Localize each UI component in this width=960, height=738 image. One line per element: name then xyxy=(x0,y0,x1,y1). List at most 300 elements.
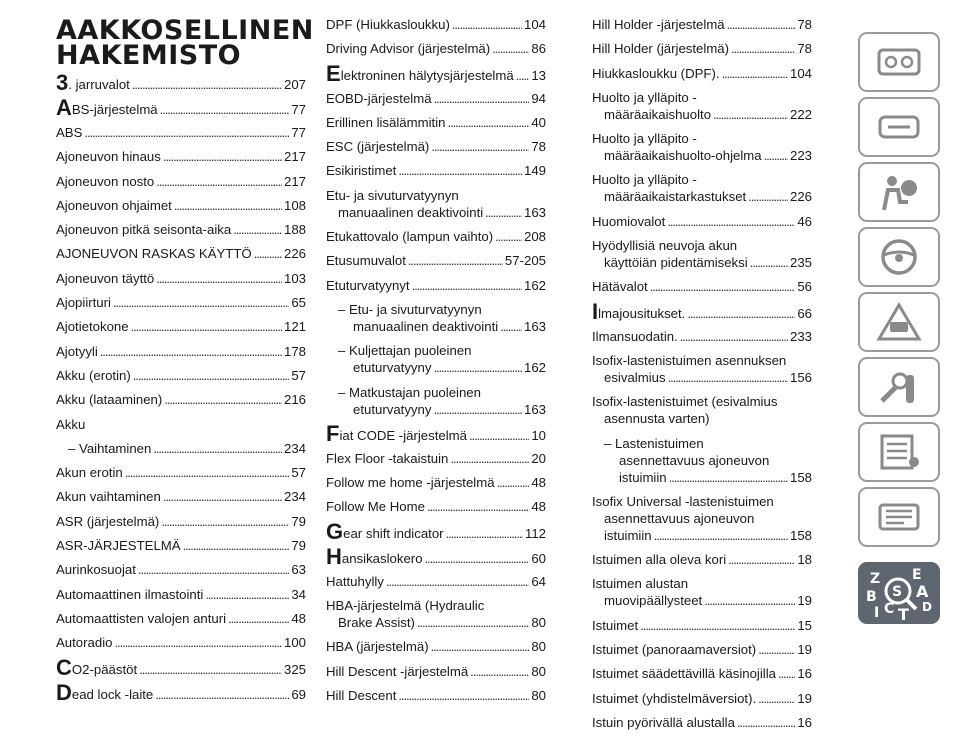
index-entry[interactable] xyxy=(326,543,546,569)
index-entry[interactable] xyxy=(56,513,306,530)
entry-row xyxy=(56,318,306,335)
leader-dots xyxy=(500,318,522,335)
leader-dots xyxy=(156,270,282,287)
entry-row xyxy=(326,252,546,269)
index-entry[interactable] xyxy=(326,228,546,245)
index-entry[interactable] xyxy=(592,493,812,544)
index-entry[interactable] xyxy=(56,173,306,190)
entry-row xyxy=(56,197,306,214)
index-entry[interactable] xyxy=(56,95,306,120)
entry-text-rest: lmajousitukset. xyxy=(598,305,686,321)
entry-text xyxy=(56,679,154,705)
page-number: 163 xyxy=(523,318,546,334)
entry-row xyxy=(56,464,306,481)
entry-row xyxy=(326,687,546,704)
index-entry[interactable] xyxy=(326,90,546,107)
entry-row xyxy=(56,367,306,384)
leader-dots xyxy=(139,661,282,678)
entry-row xyxy=(326,16,546,33)
entry-text: – Lastenistuimen xyxy=(604,435,704,451)
entry-text: Istuimen alla oleva kori xyxy=(592,552,727,568)
entry-row xyxy=(326,518,546,544)
index-entry[interactable] xyxy=(56,391,306,408)
leader-dots xyxy=(113,294,289,311)
entry-text: Hiukkasloukku (DPF). xyxy=(592,65,720,81)
index-entry[interactable] xyxy=(326,252,546,269)
tab-dashboard[interactable] xyxy=(858,32,940,92)
service-tools-icon xyxy=(876,367,922,407)
entry-text-rest: O2-päästöt xyxy=(71,661,138,677)
leader-dots xyxy=(433,359,522,376)
entry-row xyxy=(326,498,546,515)
leader-dots xyxy=(412,277,522,294)
entry-row xyxy=(326,401,546,418)
entry-text: Hyödyllisiä neuvoja akun xyxy=(592,238,738,254)
section-initial: F xyxy=(326,420,340,446)
entry-text: Akku (lataaminen) xyxy=(56,392,163,408)
page-number: 16 xyxy=(797,714,812,730)
page-number: 233 xyxy=(789,328,812,344)
entry-text-rest: lektroninen hälytysjärjestelmä xyxy=(340,67,514,83)
leader-dots xyxy=(470,663,529,680)
entry-row xyxy=(326,450,546,467)
entry-row xyxy=(592,40,812,57)
page-number: 78 xyxy=(797,41,812,57)
entry-text-continued: asennettavuus ajoneuvon xyxy=(619,452,770,468)
index-entry[interactable] xyxy=(326,138,546,155)
entry-text: Istuimet (panoraamaversiot) xyxy=(592,642,757,658)
index-entry[interactable] xyxy=(592,40,812,57)
leader-dots xyxy=(163,488,282,505)
entry-text-continued: määräaikaishuolto xyxy=(604,106,712,122)
entry-text: Akku xyxy=(56,416,86,432)
index-entry[interactable] xyxy=(56,70,306,95)
index-entry[interactable] xyxy=(326,597,546,631)
page-number: 15 xyxy=(797,617,812,633)
entry-text xyxy=(326,543,423,569)
leader-dots xyxy=(427,498,529,515)
entry-row xyxy=(592,147,812,164)
entry-text-continued: asennusta varten) xyxy=(604,411,710,427)
entry-row xyxy=(56,270,306,287)
tab-alphabetical-index[interactable] xyxy=(858,562,940,624)
index-entry[interactable] xyxy=(56,221,306,238)
page-number: 19 xyxy=(797,642,812,658)
index-entry[interactable] xyxy=(326,40,546,57)
index-entry[interactable] xyxy=(592,171,812,205)
svg-text:S: S xyxy=(892,584,903,600)
steering-wheel-icon xyxy=(876,237,922,277)
entry-text xyxy=(56,654,138,680)
airbag-safety-icon xyxy=(876,172,922,212)
entry-row xyxy=(592,410,812,427)
index-entry[interactable] xyxy=(592,278,812,295)
entry-text: Isofix-lastenistuimen asennuksen xyxy=(592,352,787,368)
leader-dots xyxy=(764,147,788,164)
entry-text-rest: ear shift indicator xyxy=(343,525,444,541)
tab-safety[interactable] xyxy=(858,162,940,222)
page-number: 13 xyxy=(531,67,546,83)
entry-text-rest: ansikaslokero xyxy=(341,550,423,566)
svg-text:A: A xyxy=(916,582,929,601)
entry-text: Huolto ja ylläpito - xyxy=(592,172,697,188)
entry-row xyxy=(592,298,812,324)
entry-row xyxy=(56,561,306,578)
tab-driving[interactable] xyxy=(858,227,940,287)
index-column-1 xyxy=(56,72,306,709)
entry-text-continued: etuturvatyyny xyxy=(353,360,432,376)
page-number: 217 xyxy=(283,173,306,189)
index-entry[interactable] xyxy=(592,89,812,123)
leader-dots xyxy=(138,561,289,578)
index-entry[interactable] xyxy=(592,352,812,386)
leader-dots xyxy=(450,450,529,467)
entry-text: Huolto ja ylläpito - xyxy=(592,89,697,105)
index-entry[interactable] xyxy=(56,610,306,627)
leader-dots xyxy=(654,527,788,544)
page-number: 80 xyxy=(531,687,546,703)
page-number: 112 xyxy=(524,525,546,541)
entry-text: Automaattinen ilmastointi xyxy=(56,586,204,602)
leader-dots xyxy=(386,573,529,590)
index-entry[interactable] xyxy=(592,298,812,324)
index-entry[interactable] xyxy=(326,573,546,590)
index-entry[interactable] xyxy=(56,367,306,384)
page-number: 80 xyxy=(531,639,546,655)
entry-row xyxy=(592,527,812,544)
page-number: 226 xyxy=(789,189,812,205)
entry-text: AJONEUVON RASKAS KÄYTTÖ xyxy=(56,246,252,262)
index-entry[interactable] xyxy=(326,114,546,131)
leader-dots xyxy=(164,391,282,408)
entry-text xyxy=(56,95,158,120)
entry-text-rest: . jarruvalot xyxy=(68,77,130,92)
entry-row xyxy=(56,679,306,705)
page-number: 80 xyxy=(531,663,546,679)
entry-row xyxy=(592,106,812,123)
leader-dots xyxy=(155,686,289,703)
page-number: 104 xyxy=(523,17,546,32)
entry-row xyxy=(326,638,546,655)
index-entry[interactable] xyxy=(56,343,306,360)
index-entry[interactable] xyxy=(56,488,306,505)
tab-technical-data[interactable] xyxy=(858,422,940,482)
entry-row xyxy=(326,40,546,57)
tab-instruments[interactable] xyxy=(858,97,940,157)
leader-dots xyxy=(728,551,795,568)
entry-text: ASR-JÄRJESTELMÄ xyxy=(56,538,181,554)
index-entry[interactable] xyxy=(592,665,812,682)
section-initial: I xyxy=(592,298,599,324)
index-entry[interactable] xyxy=(56,148,306,165)
page-number: 325 xyxy=(283,661,306,677)
page-number: 60 xyxy=(531,550,546,566)
tab-emergency[interactable] xyxy=(858,292,940,352)
entry-text: Autoradio xyxy=(56,635,113,651)
section-initial: A xyxy=(56,95,72,120)
entry-row xyxy=(56,245,306,262)
tab-multimedia[interactable] xyxy=(858,487,940,547)
leader-dots xyxy=(750,254,788,271)
entry-row xyxy=(56,654,306,680)
page-number: 66 xyxy=(797,305,812,321)
page-number: 217 xyxy=(283,149,306,165)
index-entry[interactable] xyxy=(326,638,546,655)
index-entry[interactable] xyxy=(326,663,546,680)
page-number: 79 xyxy=(291,513,306,529)
entry-text: Ajotyyli xyxy=(56,343,98,359)
page-number: 16 xyxy=(797,666,812,682)
entry-text-continued: etuturvatyyny xyxy=(353,401,432,417)
entry-row xyxy=(326,204,546,221)
index-entry[interactable] xyxy=(56,537,306,554)
entry-text-continued: istuimiin xyxy=(604,527,652,543)
page-number: 103 xyxy=(283,270,306,286)
leader-dots xyxy=(748,188,788,205)
page-number: 57 xyxy=(291,367,306,383)
leader-dots xyxy=(174,197,282,214)
entry-text: Etukattovalo (lampun vaihto) xyxy=(326,229,494,245)
entry-text: Follow me home -järjestelmä xyxy=(326,475,495,491)
entry-text: Erillinen lisälämmitin xyxy=(326,114,446,130)
entry-text: ABS xyxy=(56,125,83,140)
entry-text: Akku (erotin) xyxy=(56,367,131,383)
index-entry[interactable] xyxy=(592,130,812,164)
entry-text-continued: Brake Assist) xyxy=(338,615,415,631)
entry-text: Ajotietokone xyxy=(56,319,129,335)
index-title-line1: AAKKOSELLINEN xyxy=(56,15,314,46)
entry-row xyxy=(326,614,546,631)
entry-text: Ajopiirturi xyxy=(56,295,111,311)
entry-row xyxy=(56,391,306,408)
leader-dots xyxy=(425,550,530,567)
section-initial: D xyxy=(56,679,72,705)
index-entry[interactable] xyxy=(592,435,812,486)
svg-text:I: I xyxy=(874,605,880,621)
index-entry[interactable] xyxy=(592,641,812,658)
entry-text: – Vaihtaminen xyxy=(68,440,152,456)
entry-text: Ajoneuvon ohjaimet xyxy=(56,197,172,213)
page-number: 149 xyxy=(523,163,546,179)
multimedia-icon xyxy=(876,497,922,537)
leader-dots xyxy=(731,40,795,57)
entry-text-continued: muovipäällysteet xyxy=(604,593,703,609)
index-entry[interactable] xyxy=(326,518,546,544)
entry-text-rest: BS-järjestelmä xyxy=(71,102,158,117)
entry-row xyxy=(592,690,812,707)
index-entry[interactable] xyxy=(592,65,812,82)
page-number: 156 xyxy=(789,369,812,385)
car-dashboard-icon xyxy=(876,42,922,82)
page-number: 163 xyxy=(523,204,546,220)
page-number: 19 xyxy=(797,690,812,706)
index-entry[interactable] xyxy=(326,60,546,86)
index-entry[interactable] xyxy=(592,617,812,634)
leader-dots xyxy=(205,586,289,603)
index-entry[interactable] xyxy=(56,270,306,287)
entry-text: ESC (järjestelmä) xyxy=(326,139,430,155)
entry-text: Istuimet (yhdistelmäversiot). xyxy=(592,690,757,706)
page-number: 40 xyxy=(531,114,546,130)
index-entry[interactable] xyxy=(326,450,546,467)
entry-row xyxy=(592,714,812,731)
leader-dots xyxy=(669,469,788,486)
index-entry[interactable] xyxy=(56,197,306,214)
leader-dots xyxy=(497,474,530,491)
leader-dots xyxy=(434,90,530,107)
leader-dots xyxy=(758,641,795,658)
index-entry[interactable] xyxy=(56,464,306,481)
page-number: 56 xyxy=(797,279,812,295)
entry-text: Istuin pyörivällä alustalla xyxy=(592,714,735,730)
leader-dots xyxy=(687,305,795,322)
index-entry[interactable] xyxy=(56,634,306,651)
index-entry[interactable] xyxy=(326,420,546,446)
tab-maintenance[interactable] xyxy=(858,357,940,417)
index-entry[interactable] xyxy=(592,575,812,609)
index-entry[interactable] xyxy=(56,561,306,578)
entry-text: Aurinkosuojat xyxy=(56,562,136,578)
entry-text: Isofix Universal -lastenistuimen xyxy=(592,493,774,509)
page-number: 158 xyxy=(789,469,812,485)
page-number: 104 xyxy=(789,65,812,81)
page-number: 235 xyxy=(789,255,812,271)
leader-dots xyxy=(398,162,522,179)
leader-dots xyxy=(233,221,282,238)
entry-text: – Matkustajan puoleinen xyxy=(338,384,481,400)
index-entry[interactable] xyxy=(56,124,306,141)
index-entry[interactable] xyxy=(592,714,812,731)
page-number: 77 xyxy=(291,125,306,140)
page-number: 57-205 xyxy=(504,253,546,269)
index-entry[interactable] xyxy=(326,277,546,294)
page-number: 64 xyxy=(531,573,546,589)
entry-text-continued: manuaalinen deaktivointi xyxy=(353,318,499,334)
index-entry[interactable] xyxy=(326,342,546,376)
svg-text:B: B xyxy=(866,589,877,605)
index-entry[interactable] xyxy=(592,393,812,427)
page-number: 48 xyxy=(531,499,546,515)
index-entry[interactable] xyxy=(56,440,306,457)
index-entry[interactable] xyxy=(56,245,306,262)
leader-dots xyxy=(668,369,788,386)
entry-text: Isofix-lastenistuimet (esivalmius xyxy=(592,394,778,410)
page-number: 86 xyxy=(531,41,546,57)
page-number: 69 xyxy=(291,686,306,702)
entry-row xyxy=(56,513,306,530)
page-number: 80 xyxy=(531,615,546,631)
page-number: 208 xyxy=(523,229,546,245)
entry-text-continued: esivalmius xyxy=(604,369,666,385)
page-number: 48 xyxy=(291,610,306,626)
entry-text: Istuimet säädettävillä käsinojilla xyxy=(592,666,776,682)
entry-row xyxy=(592,641,812,658)
index-entry[interactable] xyxy=(592,16,812,33)
page-number: 222 xyxy=(789,106,812,122)
entry-text xyxy=(56,70,130,95)
index-entry[interactable] xyxy=(592,328,812,345)
leader-dots xyxy=(156,173,282,190)
entry-row xyxy=(326,138,546,155)
entry-row xyxy=(326,90,546,107)
leader-dots xyxy=(704,592,795,609)
entry-text-continued: määräaikaistarkastukset xyxy=(604,189,747,205)
entry-row xyxy=(326,60,546,86)
index-entry[interactable] xyxy=(592,551,812,568)
index-entry[interactable] xyxy=(326,162,546,179)
entry-row xyxy=(592,65,812,82)
page-number: 94 xyxy=(531,90,546,106)
leader-dots xyxy=(84,124,289,141)
index-entry[interactable] xyxy=(56,586,306,603)
index-entry[interactable] xyxy=(326,16,546,33)
svg-text:D: D xyxy=(922,600,932,614)
index-entry[interactable] xyxy=(592,213,812,230)
entry-text: Huomiovalot xyxy=(592,213,666,229)
page-number: 57 xyxy=(291,465,306,481)
entry-text: Hattuhylly xyxy=(326,573,384,589)
entry-text: – Kuljettajan puoleinen xyxy=(338,343,472,359)
leader-dots xyxy=(254,245,282,262)
entry-row xyxy=(56,488,306,505)
leader-dots xyxy=(417,614,529,631)
entry-row xyxy=(56,634,306,651)
entry-row xyxy=(592,188,812,205)
entry-row xyxy=(326,573,546,590)
leader-dots xyxy=(640,617,795,634)
page-number: 226 xyxy=(283,246,306,262)
entry-row xyxy=(56,221,306,238)
leader-dots xyxy=(431,138,529,155)
index-entry[interactable] xyxy=(56,294,306,311)
index-entry[interactable] xyxy=(326,474,546,491)
page-number: 48 xyxy=(531,475,546,491)
index-entry[interactable] xyxy=(326,384,546,418)
index-entry[interactable] xyxy=(326,498,546,515)
entry-text: Ajoneuvon täyttö xyxy=(56,270,155,286)
svg-text:C: C xyxy=(884,601,895,617)
entry-text: Automaattisten valojen anturi xyxy=(56,610,227,626)
index-column-3 xyxy=(592,16,812,738)
entry-row xyxy=(56,95,306,120)
index-entry[interactable] xyxy=(592,690,812,707)
entry-row xyxy=(592,369,812,386)
index-entry[interactable] xyxy=(592,237,812,271)
entry-text: Esikiristimet xyxy=(326,163,397,179)
index-entry[interactable] xyxy=(326,301,546,335)
entry-row xyxy=(56,343,306,360)
page-number: 18 xyxy=(797,552,812,568)
entry-text: – Etu- ja sivuturvatyynyn xyxy=(338,301,482,317)
page-number: 100 xyxy=(283,635,306,651)
page-number: 78 xyxy=(531,139,546,155)
entry-text: Etusumuvalot xyxy=(326,253,406,269)
index-entry[interactable] xyxy=(326,687,546,704)
entry-text xyxy=(326,518,444,544)
entry-text-continued: istuimiin xyxy=(619,469,667,485)
leader-dots xyxy=(431,638,530,655)
entry-text: Ilmansuodatin. xyxy=(592,328,678,344)
leader-dots xyxy=(433,401,522,418)
index-entry[interactable] xyxy=(56,679,306,705)
index-entry[interactable] xyxy=(56,416,306,433)
index-entry[interactable] xyxy=(326,187,546,221)
page-number: 207 xyxy=(283,77,306,92)
page-number: 223 xyxy=(789,148,812,164)
entry-text: Ajoneuvon hinaus xyxy=(56,149,161,165)
index-entry[interactable] xyxy=(56,318,306,335)
index-entry[interactable] xyxy=(56,654,306,680)
